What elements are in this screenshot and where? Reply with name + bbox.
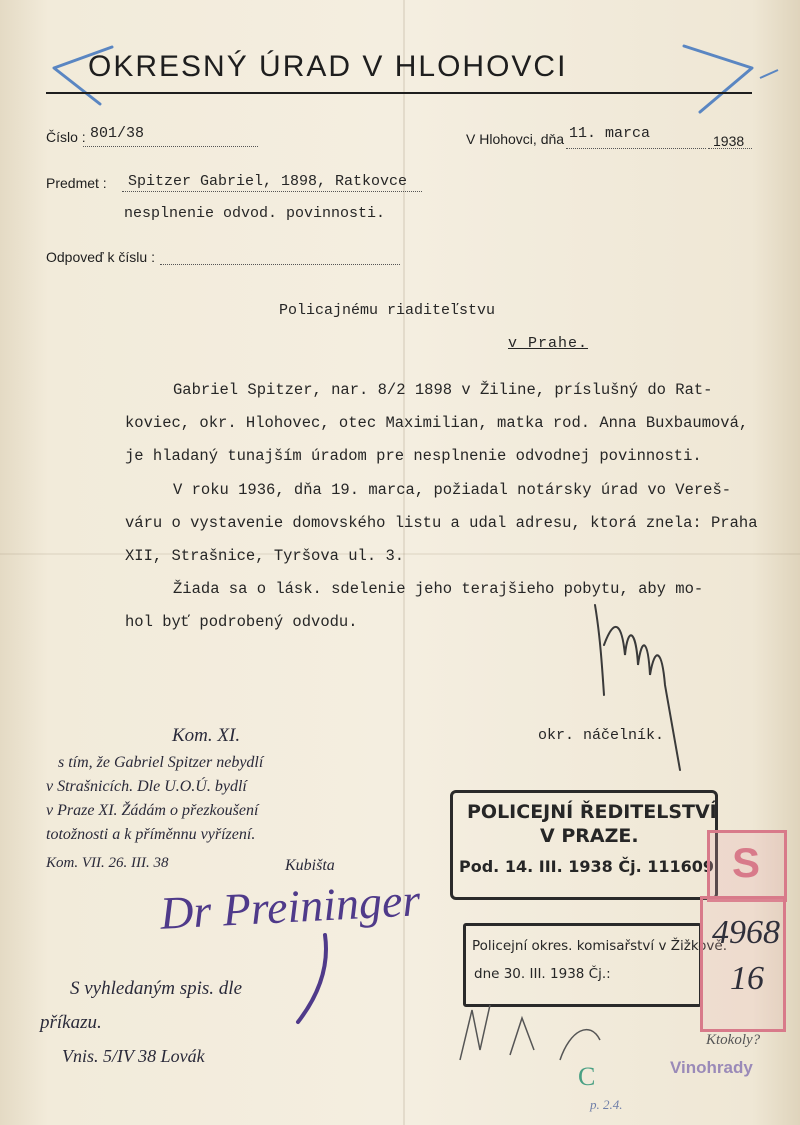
number-value: 801/38 (90, 125, 145, 142)
subject-dotted-line (122, 191, 422, 192)
handwritten-note: Kom. XI. (172, 725, 241, 746)
place-date-label: V Hlohovci, dňa (466, 131, 565, 147)
number-label: Číslo : (46, 129, 86, 145)
handwritten-number: 4968 (712, 914, 780, 951)
stamp-text: POLICEJNÍ ŘEDITELSTVÍ (467, 801, 717, 823)
reply-label: Odpoveď k číslu : (46, 249, 155, 265)
addressee-line-1: Policajnému riaditeľstvu (279, 302, 496, 319)
number-dotted-line (83, 146, 258, 147)
vinohrady-stamp: Vinohrady (670, 1058, 753, 1077)
year-dotted-line (708, 148, 752, 149)
body-line: XII, Strašnice, Tyršova ul. 3. (125, 547, 405, 565)
police-directorate-stamp (450, 790, 718, 900)
handwritten-note: v Praze XI. Žádám o přezkoušení (46, 802, 259, 819)
body-line: koviec, okr. Hlohovec, otec Maximilian, matka rod. Anna Buxbaumová, (125, 414, 749, 432)
purple-signature-stroke (290, 930, 350, 1030)
handwritten-number: 16 (730, 960, 764, 997)
stamp-text: dne 30. III. 1938 Čj.: (474, 966, 611, 982)
pencil-scribbles (450, 990, 630, 1070)
body-line: Gabriel Spitzer, nar. 8/2 1898 v Žiline, príslušný do Rat- (173, 381, 713, 399)
handwritten-note: Kom. VII. 26. III. 38 (46, 855, 169, 871)
reply-dotted-line (160, 264, 400, 265)
stamp-text: Pod. 14. III. 1938 Čj. 111609 (459, 857, 715, 876)
handwritten-note: Kubišta (285, 857, 335, 874)
body-line: V roku 1936, dňa 19. marca, požiadal notársky úrad vo Vereš- (173, 481, 732, 499)
official-title: okr. náčelník. (538, 727, 665, 744)
body-line: Žiada sa o lásk. sdelenie jeho terajšieho pobytu, aby mo- (173, 580, 704, 598)
header-rule (46, 92, 752, 94)
date-value: 11. marca (569, 125, 651, 142)
body-line: je hladaný tunajším úradom pre nesplnenie odvodnej povinnosti. (125, 447, 702, 465)
date-dotted-line (566, 148, 706, 149)
body-line: váru o vystavenie domovského listu a udal adresu, ktorá znela: Praha (125, 514, 758, 532)
handwritten-note: příkazu. (40, 1012, 102, 1033)
handwritten-note: s tím, že Gabriel Spitzer nebydlí (58, 754, 264, 771)
handwritten-note: Ktokoly? (706, 1032, 761, 1048)
handwritten-note: Vnis. 5/IV 38 Lovák (62, 1046, 205, 1066)
subject-label: Predmet : (46, 175, 107, 191)
subject-line-2: nesplnenie odvod. povinnosti. (124, 205, 386, 222)
purple-signature: Dr Preininger (158, 874, 422, 939)
office-letterhead: OKRESNÝ ÚRAD V HLOHOVCI (88, 50, 568, 83)
red-s-stamp (707, 830, 787, 902)
year-value: 1938 (713, 133, 745, 149)
stamp-text: V PRAZE. (540, 825, 639, 847)
handwritten-note: totožnosti a k příměnnu vyřízení. (46, 826, 256, 843)
handwritten-note: S vyhledaným spis. dle (70, 978, 243, 999)
body-line: hol byť podrobený odvodu. (125, 613, 358, 631)
subject-line-1: Spitzer Gabriel, 1898, Ratkovce (128, 173, 408, 190)
handwritten-note: p. 2.4. (590, 1097, 623, 1112)
stamp-text: Policejní okres. komisařství v Žižkově. (472, 938, 728, 954)
handwritten-note: v Strašnicích. Dle U.O.Ú. bydlí (46, 778, 247, 795)
stamp-text: S (732, 839, 761, 886)
official-signature (570, 585, 710, 785)
green-c-mark: C (578, 1062, 596, 1091)
addressee-line-2: v Prahe. (508, 335, 589, 352)
